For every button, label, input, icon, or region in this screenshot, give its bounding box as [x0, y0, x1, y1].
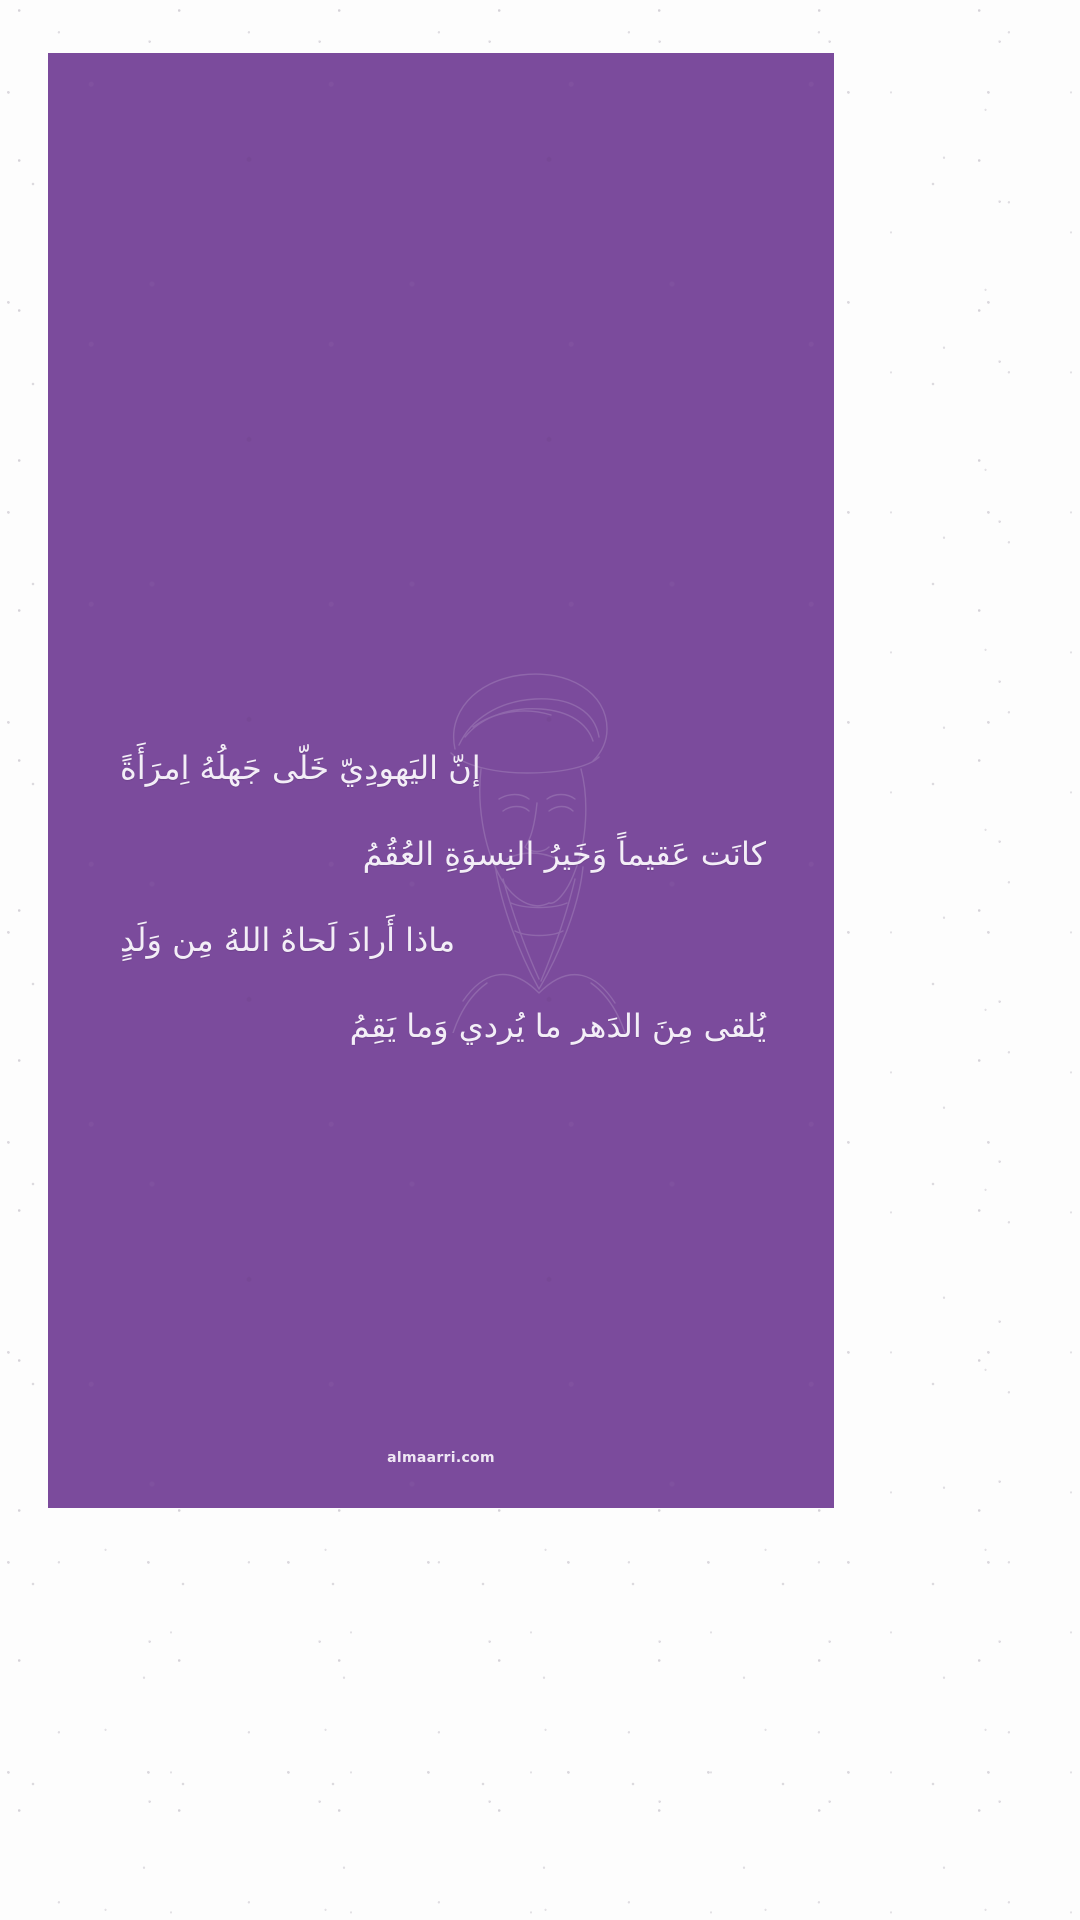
- poem-line: كانَت عَقيماً وَخَيرُ النِسوَةِ العُقُمُ: [362, 835, 766, 873]
- poem-line: ماذا أَرادَ لَحاهُ اللهُ مِن وَلَدٍ: [120, 921, 456, 959]
- quote-card: [48, 53, 834, 1508]
- poem-line: يُلقى مِنَ الدَهر ما يُردي وَما يَقِمُ: [349, 1007, 766, 1045]
- site-credit[interactable]: almaarri.com: [387, 1450, 495, 1466]
- poem-line: إنّ اليَهودِيّ خَلّى جَهلُهُ اِمرَأَةً: [120, 749, 481, 787]
- poem-block: [48, 725, 834, 1069]
